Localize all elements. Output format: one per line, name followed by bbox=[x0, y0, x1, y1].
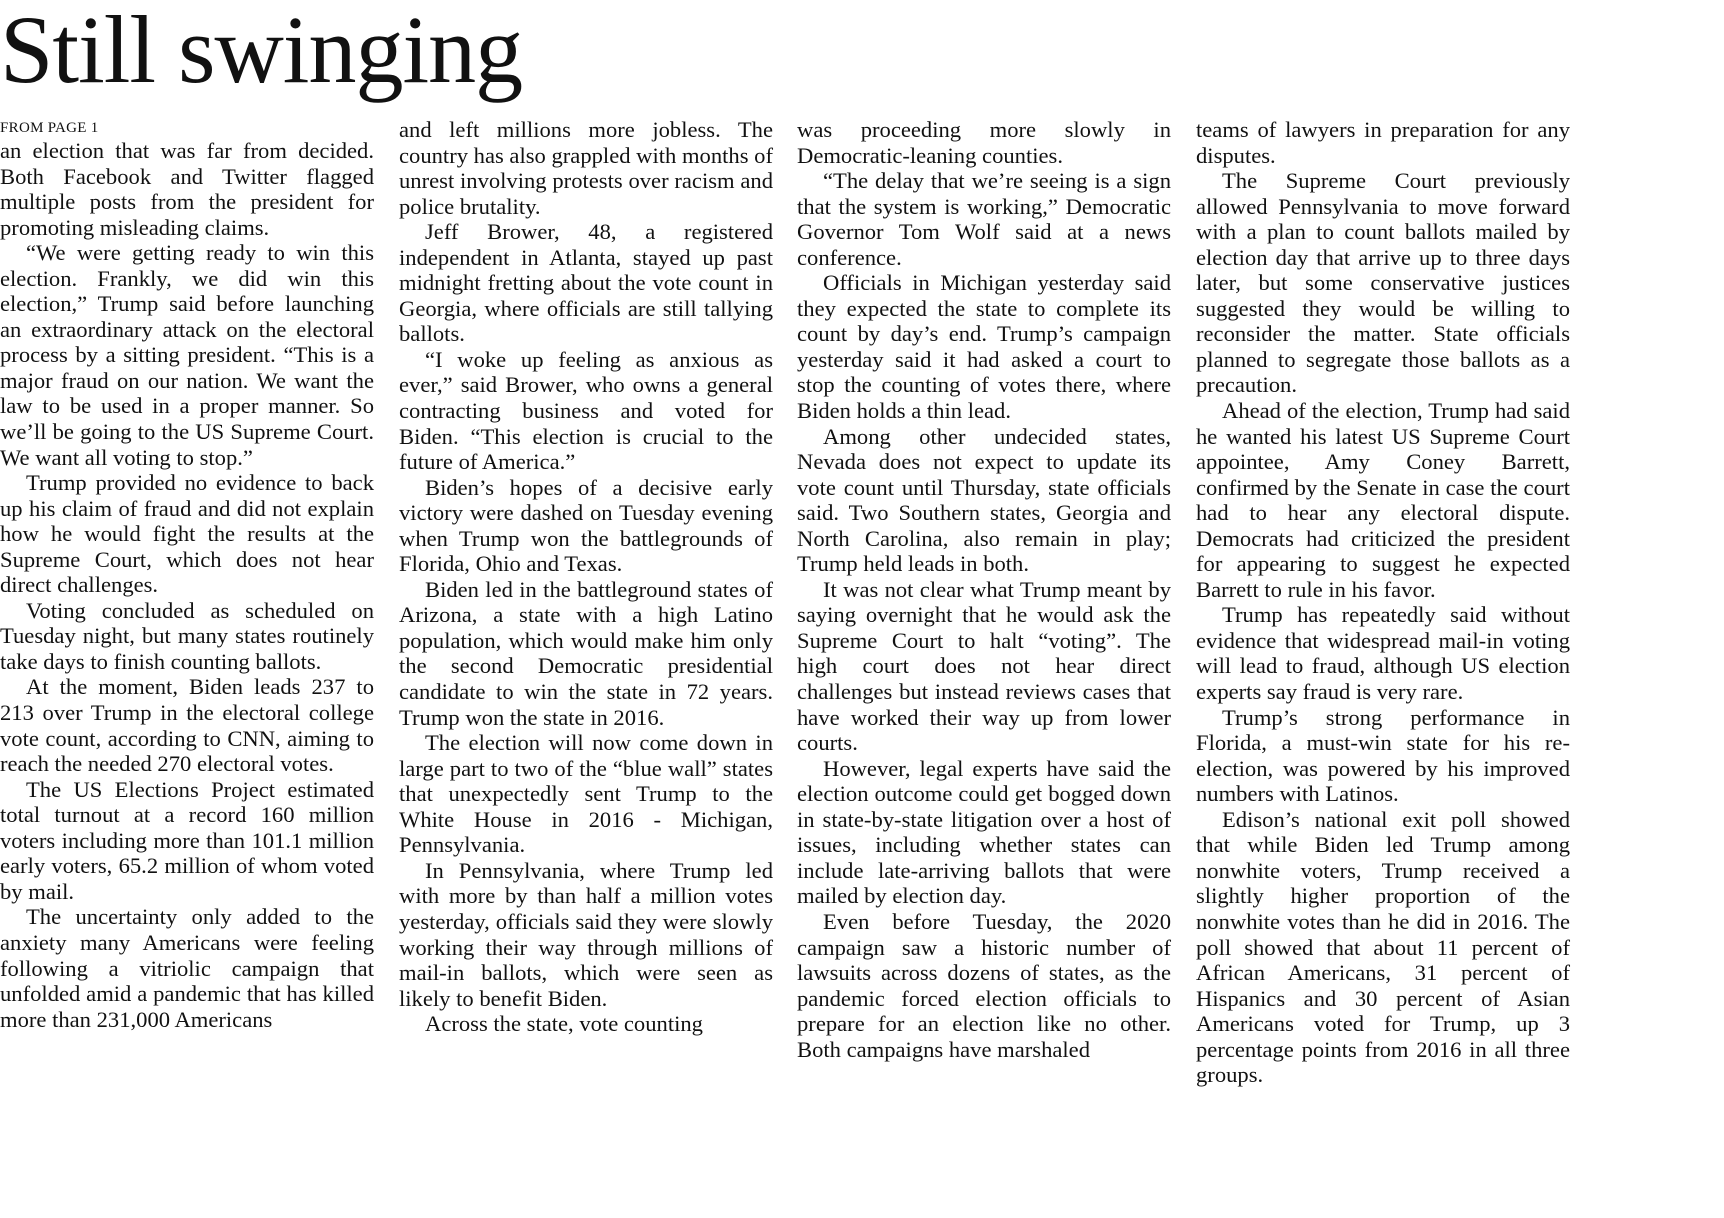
paragraph: Among other undecided states, Nevada does not expect to update its vote count until Thursday, state officials said. Two Southern states, Georgia and North Carolina, also remain in play; Trump held leads in both. bbox=[797, 423, 1171, 577]
paragraph: Edison’s national exit poll showed that while Biden led Trump among nonwhite voters, Trump received a slightly higher proportion of the nonwhite votes than he did in 2016. The poll showed that about 11 percent of African Americans, 31 percent of Hispanics and 30 percent of Asian Americans voted for Trump, up 3 percentage points from 2016 in all three groups. bbox=[1196, 806, 1570, 1088]
paragraph: In Pennsylvania, where Trump led with more by than half a million votes yesterday, officials said they were slowly working their way through millions of mail-in ballots, which were seen as likely to benefit Biden. bbox=[399, 857, 773, 1011]
paragraph: and left millions more jobless. The country has also grappled with months of unrest involving protests over racism and police brutality. bbox=[399, 117, 773, 219]
paragraph: Ahead of the election, Trump had said he wanted his latest US Supreme Court appointee, Amy Coney Barrett, confirmed by the Senate in case the court had to hear any electoral dispute. Democrats had criticized the president for appearing to suggest he expected Barrett to rule in his favor. bbox=[1196, 398, 1570, 602]
paragraph: The uncertainty only added to the anxiety many Americans were feeling following a vitriolic campaign that unfolded amid a pandemic that has killed more than 231,000 Americans bbox=[0, 904, 374, 1032]
paragraph: Biden led in the battleground states of Arizona, a state with a high Latino population, which would make him only the second Democratic presidential candidate to win the state in 72 years. Trump won the state in 2016. bbox=[399, 576, 773, 730]
column-2 bbox=[399, 117, 773, 1037]
headline: Still swinging bbox=[0, 0, 523, 103]
paragraph: However, legal experts have said the election outcome could get bogged down in state-by-state litigation over a host of issues, including whether states can include late-arriving ballots that were mailed by election day. bbox=[797, 755, 1171, 909]
paragraph: Trump has repeatedly said without evidence that widespread mail-in voting will lead to fraud, although US election experts say fraud is very rare. bbox=[1196, 602, 1570, 705]
paragraph: The US Elections Project estimated total turnout at a record 160 million voters including more than 101.1 million early voters, 65.2 million of whom voted by mail. bbox=[0, 776, 374, 904]
paragraph: teams of lawyers in preparation for any disputes. bbox=[1196, 117, 1570, 168]
column-3 bbox=[797, 117, 1171, 1062]
paragraph: “The delay that we’re seeing is a sign that the system is working,” Democratic Governor Tom Wolf said at a news conference. bbox=[797, 168, 1171, 270]
paragraph: Even before Tuesday, the 2020 campaign saw a historic number of lawsuits across dozens of states, as the pandemic forced election officials to prepare for an election like no other. Both campaigns have marshaled bbox=[797, 908, 1171, 1062]
paragraph: The Supreme Court previously allowed Pennsylvania to move forward with a plan to count ballots mailed by election day that arrive up to three days later, but some conservative justices suggested they would be willing to reconsider the matter. State officials planned to segregate those ballots as a precaution. bbox=[1196, 168, 1570, 398]
paragraph: “I woke up feeling as anxious as ever,” said Brower, who owns a general contracting business and voted for Biden. “This election is crucial to the future of America.” bbox=[399, 346, 773, 475]
from-page-kicker: FROM PAGE 1 bbox=[0, 120, 99, 136]
paragraph: an election that was far from decided. Both Facebook and Twitter flagged multiple posts from the president for promoting misleading claims. bbox=[0, 138, 374, 240]
paragraph: was proceeding more slowly in Democratic-leaning counties. bbox=[797, 117, 1171, 168]
paragraph: It was not clear what Trump meant by saying overnight that he would ask the Supreme Court to halt “voting”. The high court does not hear direct challenges but instead reviews cases that have worked their way up from lower courts. bbox=[797, 576, 1171, 756]
paragraph: “We were getting ready to win this election. Frankly, we did win this election,” Trump said before launching an extraordinary attack on the electoral process by a sitting president. “This is a major fraud on our nation. We want the law to be used in a proper manner. So we’ll be going to the US Supreme Court. We want all voting to stop.” bbox=[0, 240, 374, 470]
column-4 bbox=[1196, 117, 1570, 1088]
article-body bbox=[0, 117, 1724, 1217]
paragraph: Jeff Brower, 48, a registered independent in Atlanta, stayed up past midnight fretting about the vote count in Georgia, where officials are still tallying ballots. bbox=[399, 219, 773, 347]
paragraph: At the moment, Biden leads 237 to 213 over Trump in the electoral college vote count, according to CNN, aiming to reach the needed 270 electoral votes. bbox=[0, 674, 374, 777]
paragraph: Trump provided no evidence to back up his claim of fraud and did not explain how he would fight the results at the Supreme Court, which does not hear direct challenges. bbox=[0, 470, 374, 598]
column-1 bbox=[0, 117, 374, 1032]
paragraph: Officials in Michigan yesterday said they expected the state to complete its count by day’s end. Trump’s campaign yesterday said it had asked a court to stop the counting of votes there, where Biden holds a thin lead. bbox=[797, 270, 1171, 424]
paragraph: Across the state, vote counting bbox=[425, 1011, 703, 1037]
paragraph: The election will now come down in large part to two of the “blue wall” states that unexpectedly sent Trump to the White House in 2016 - Michigan, Pennsylvania. bbox=[399, 730, 773, 858]
paragraph: Trump’s strong performance in Florida, a must-win state for his re-election, was powered by his improved numbers with Latinos. bbox=[1196, 704, 1570, 807]
paragraph: Voting concluded as scheduled on Tuesday night, but many states routinely take days to finish counting ballots. bbox=[0, 597, 374, 674]
paragraph: Biden’s hopes of a decisive early victory were dashed on Tuesday evening when Trump won the battlegrounds of Florida, Ohio and Texas. bbox=[399, 474, 773, 577]
